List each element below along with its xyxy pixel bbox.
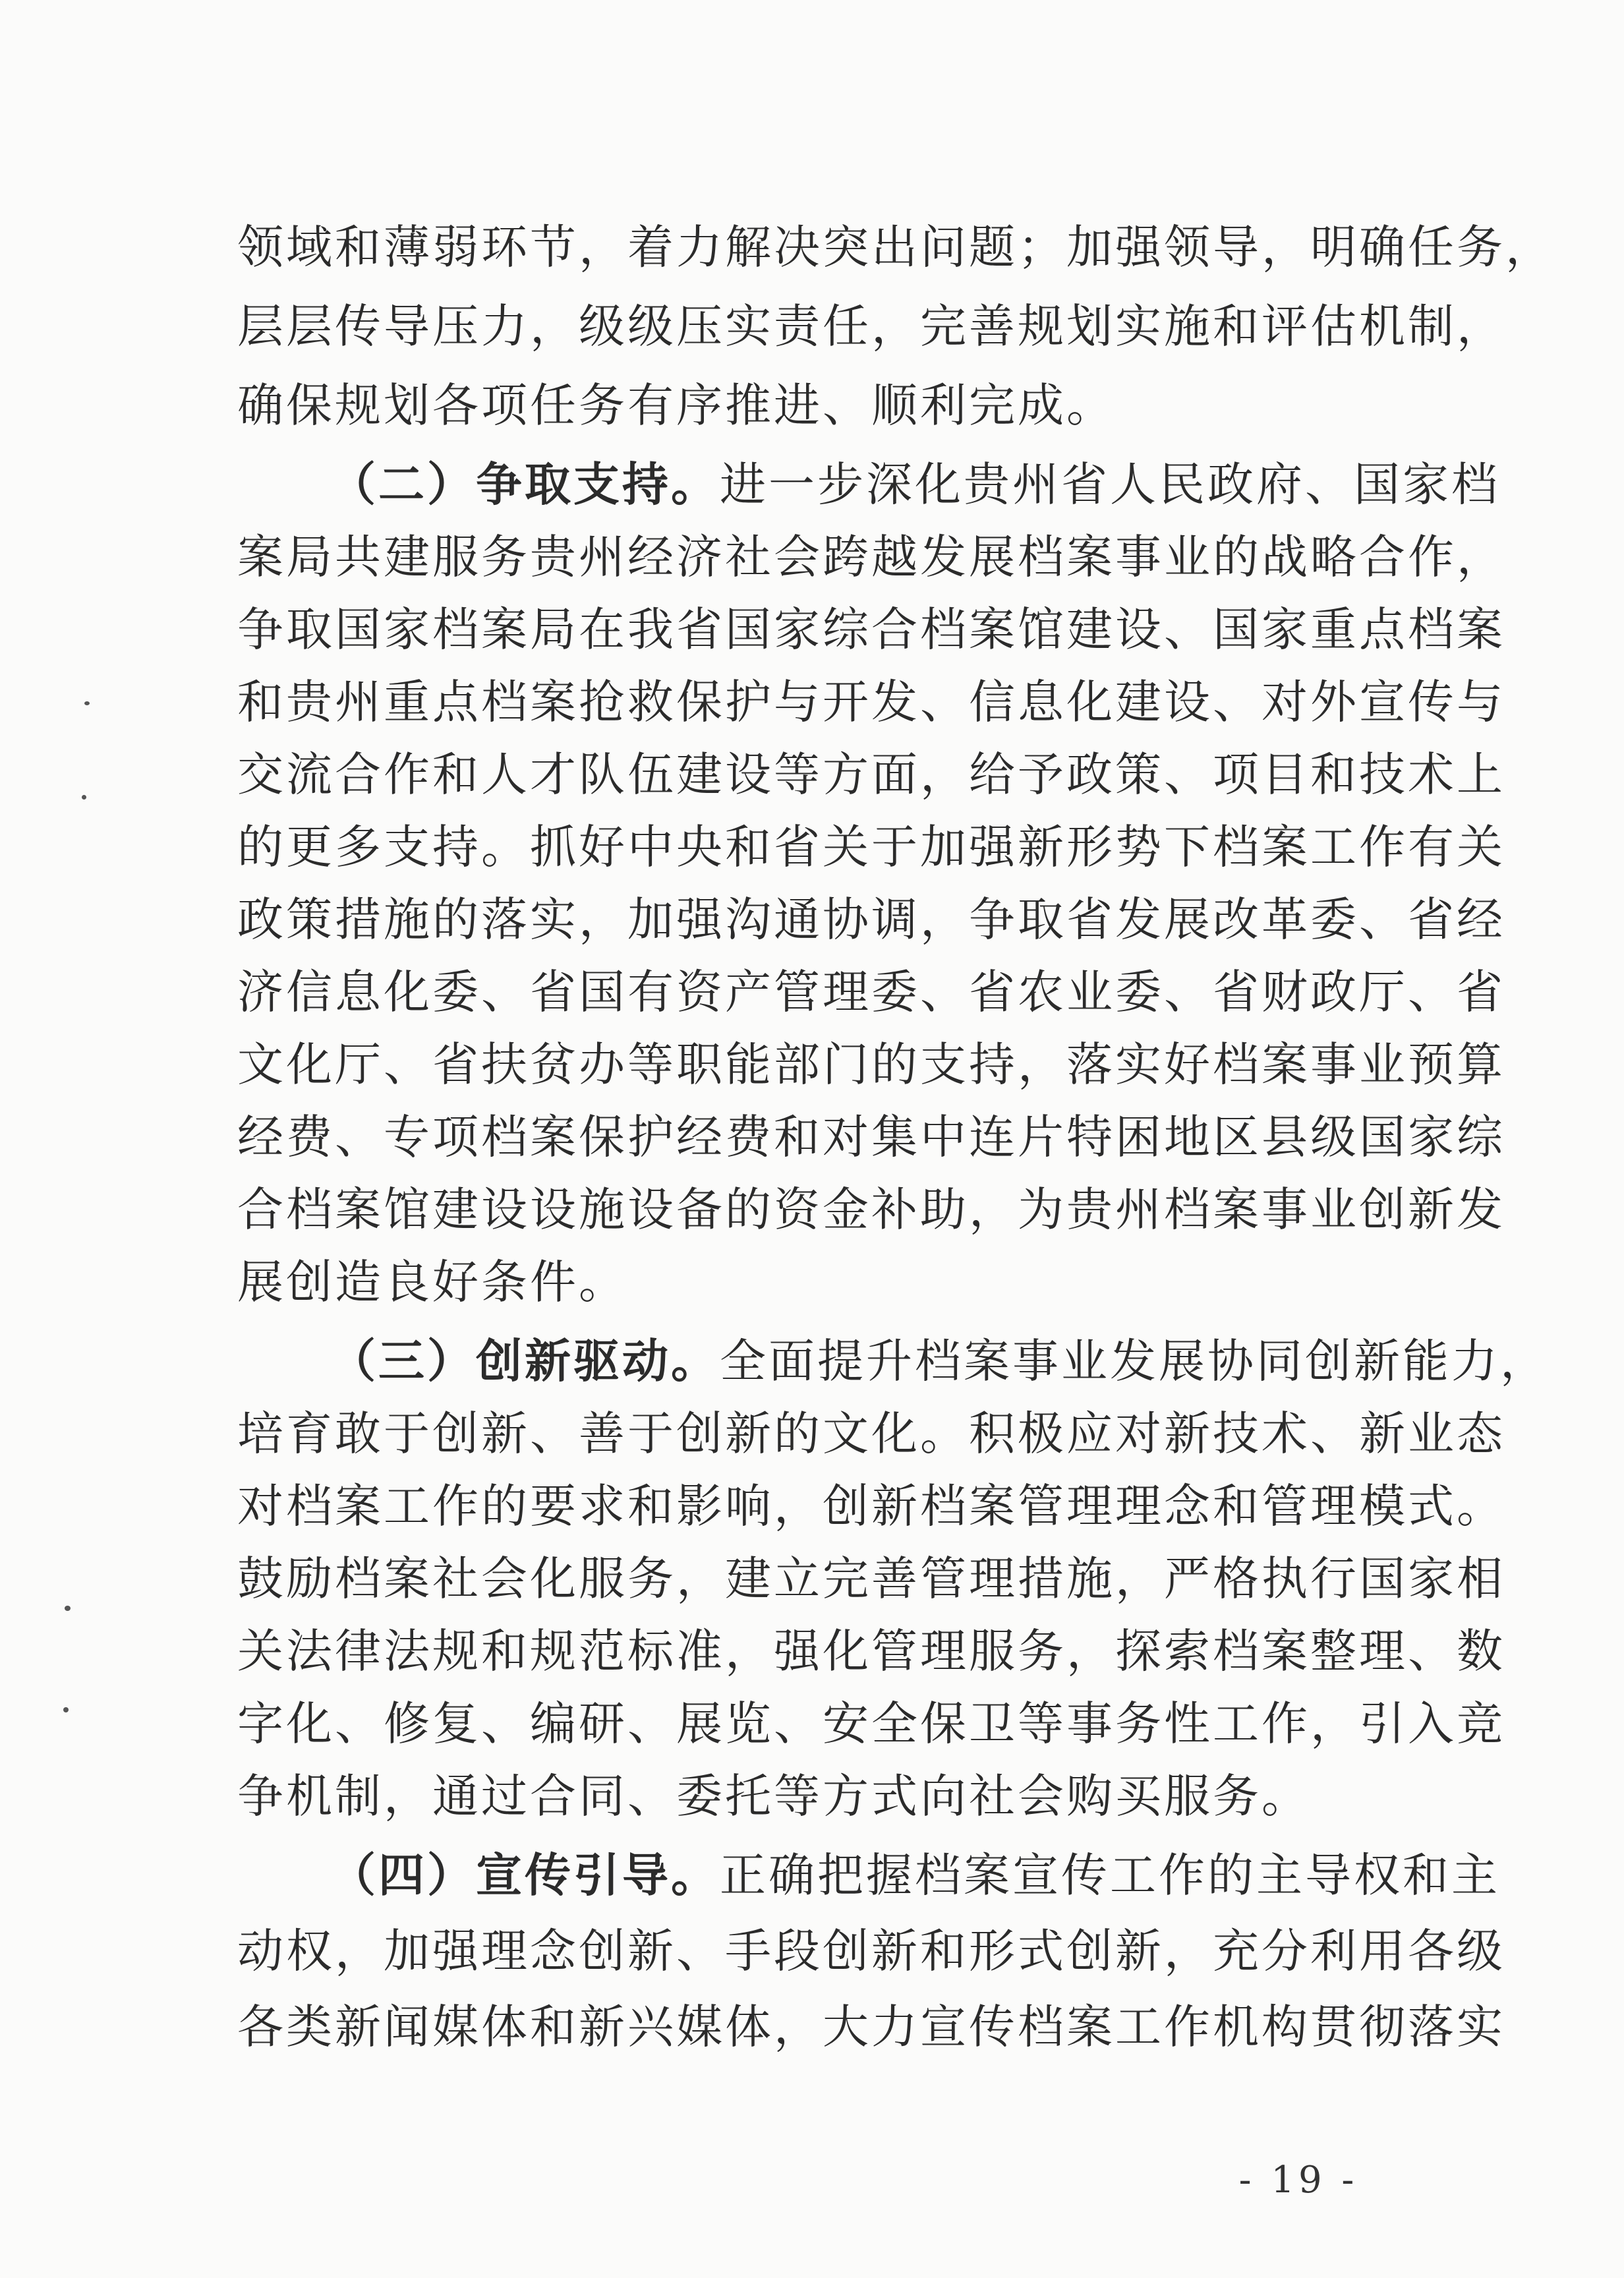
page-number: - 19 -: [1238, 2159, 1358, 2202]
body-line: 确保规划各项任务有序推进、顺利完成。: [237, 378, 1115, 432]
body-line: 各类新闻媒体和新兴媒体，大力宣传档案工作机构贯彻落实: [237, 2000, 1505, 2054]
body-line: 领域和薄弱环节，着力解决突出问题；加强领导，明确任务，: [237, 220, 1554, 274]
body-line: 层层传导压力，级级压实责任，完善规划实施和评估机制，: [237, 299, 1505, 353]
body-line: 的更多支持。抓好中央和省关于加强新形势下档案工作有关: [237, 820, 1505, 874]
body-line: 动权，加强理念创新、手段创新和形式创新，充分利用各级: [237, 1924, 1505, 1978]
body-line: 鼓励档案社会化服务，建立完善管理措施，严格执行国家相: [237, 1552, 1505, 1606]
body-line: 案局共建服务贵州经济社会跨越发展档案事业的战略合作，: [237, 530, 1505, 584]
body-line: 展创造良好条件。: [237, 1255, 627, 1309]
body-line: 济信息化委、省国有资产管理委、省农业委、省财政厅、省: [237, 965, 1505, 1019]
body-line: 培育敢于创新、善于创新的文化。积极应对新技术、新业态: [237, 1407, 1505, 1461]
body-line: 合档案馆建设设施设备的资金补助，为贵州档案事业创新发: [237, 1183, 1505, 1237]
body-line: 和贵州重点档案抢救保护与开发、信息化建设、对外宣传与: [237, 675, 1505, 729]
body-line: 对档案工作的要求和影响，创新档案管理理念和管理模式。: [237, 1479, 1505, 1533]
section-line: （四）宣传引导。正确把握档案宣传工作的主导权和主: [330, 1848, 1500, 1902]
body-line: 关法律法规和规范标准，强化管理服务，探索档案整理、数: [237, 1624, 1505, 1678]
section-line: （三）创新驱动。全面提升档案事业发展协同创新能力，: [330, 1334, 1549, 1388]
scan-speck: [84, 701, 90, 705]
scan-speck: [82, 795, 86, 800]
section-heading: （四）宣传引导。: [330, 1848, 720, 1902]
section-line: （二）争取支持。进一步深化贵州省人民政府、国家档: [330, 457, 1500, 511]
body-line: 字化、修复、编研、展览、安全保卫等事务性工作，引入竞: [237, 1697, 1505, 1751]
scan-speck: [65, 1606, 71, 1611]
section-heading: （二）争取支持。: [330, 457, 720, 511]
body-line: 争取国家档案局在我省国家综合档案馆建设、国家重点档案: [237, 602, 1505, 657]
body-line: 文化厅、省扶贫办等职能部门的支持，落实好档案事业预算: [237, 1037, 1505, 1092]
scan-speck: [63, 1707, 69, 1712]
body-line: 交流合作和人才队伍建设等方面，给予政策、项目和技术上: [237, 747, 1505, 802]
body-line: 争机制，通过合同、委托等方式向社会购买服务。: [237, 1769, 1310, 1823]
body-line: 政策措施的落实，加强沟通协调，争取省发展改革委、省经: [237, 892, 1505, 947]
section-heading: （三）创新驱动。: [330, 1334, 720, 1388]
body-line: 经费、专项档案保护经费和对集中连片特困地区县级国家综: [237, 1110, 1505, 1164]
